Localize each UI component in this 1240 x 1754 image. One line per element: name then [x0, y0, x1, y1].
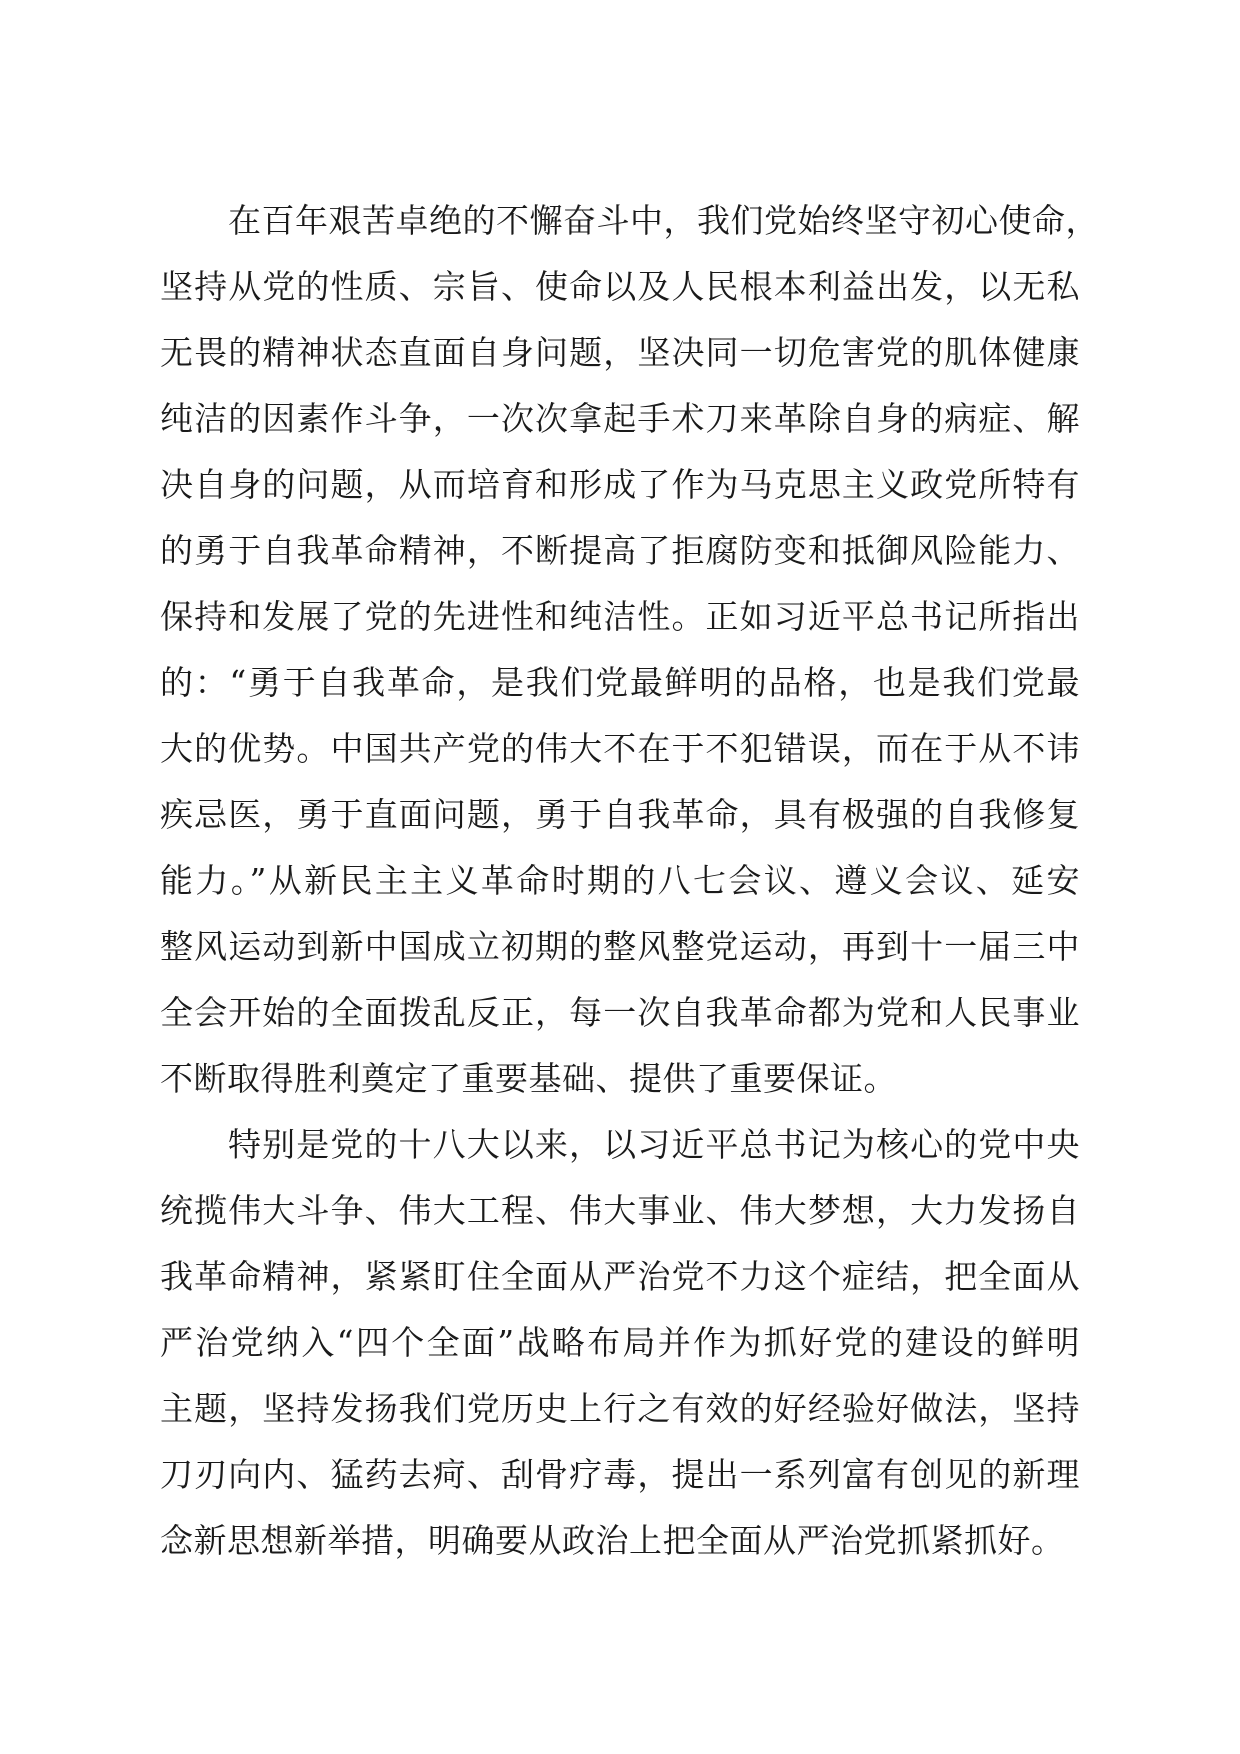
body-text	[160, 188, 1099, 1574]
paragraph-line: 大的优势。中国共产党的伟大不在于不犯错误，而在于从不讳	[160, 729, 1080, 768]
paragraph-line: 疾忌医，勇于直面问题，勇于自我革命，具有极强的自我修复	[160, 795, 1080, 834]
paragraph-line: 不断取得胜利奠定了重要基础、提供了重要保证。	[160, 1059, 897, 1098]
paragraph-2	[160, 1112, 1080, 1574]
paragraph-line: 严治党纳入“四个全面”战略布局并作为抓好党的建设的鲜明	[160, 1323, 1080, 1362]
paragraph-line: 刀刃向内、猛药去疴、刮骨疗毒，提出一系列富有创见的新理	[160, 1455, 1080, 1494]
paragraph-line: 能力。”从新民主主义革命时期的八七会议、遵义会议、延安	[160, 861, 1080, 900]
paragraph-line: 我革命精神，紧紧盯住全面从严治党不力这个症结，把全面从	[160, 1257, 1080, 1296]
paragraph-line: 纯洁的因素作斗争，一次次拿起手术刀来革除自身的病症、解	[160, 399, 1080, 438]
paragraph-line: 在百年艰苦卓绝的不懈奋斗中，我们党始终坚守初心使命，	[228, 201, 1099, 240]
paragraph-line: 主题，坚持发扬我们党历史上行之有效的好经验好做法，坚持	[160, 1389, 1080, 1428]
paragraph-line: 的勇于自我革命精神，不断提高了拒腐防变和抵御风险能力、	[160, 531, 1080, 570]
paragraph-line: 保持和发展了党的先进性和纯洁性。正如习近平总书记所指出	[160, 597, 1080, 636]
paragraph-line: 特别是党的十八大以来，以习近平总书记为核心的党中央	[228, 1125, 1080, 1164]
paragraph-line: 决自身的问题，从而培育和形成了作为马克思主义政党所特有	[160, 465, 1080, 504]
paragraph-line: 整风运动到新中国成立初期的整风整党运动，再到十一届三中	[160, 927, 1080, 966]
paragraph-line: 坚持从党的性质、宗旨、使命以及人民根本利益出发，以无私	[160, 267, 1080, 306]
paragraph-line: 念新思想新举措，明确要从政治上把全面从严治党抓紧抓好。	[160, 1521, 1065, 1560]
paragraph-line: 的：“勇于自我革命，是我们党最鲜明的品格，也是我们党最	[160, 663, 1080, 702]
paragraph-1	[160, 188, 1099, 1112]
paragraph-line: 全会开始的全面拨乱反正，每一次自我革命都为党和人民事业	[160, 993, 1080, 1032]
paragraph-line: 无畏的精神状态直面自身问题，坚决同一切危害党的肌体健康	[160, 333, 1080, 372]
paragraph-line: 统揽伟大斗争、伟大工程、伟大事业、伟大梦想，大力发扬自	[160, 1191, 1080, 1230]
